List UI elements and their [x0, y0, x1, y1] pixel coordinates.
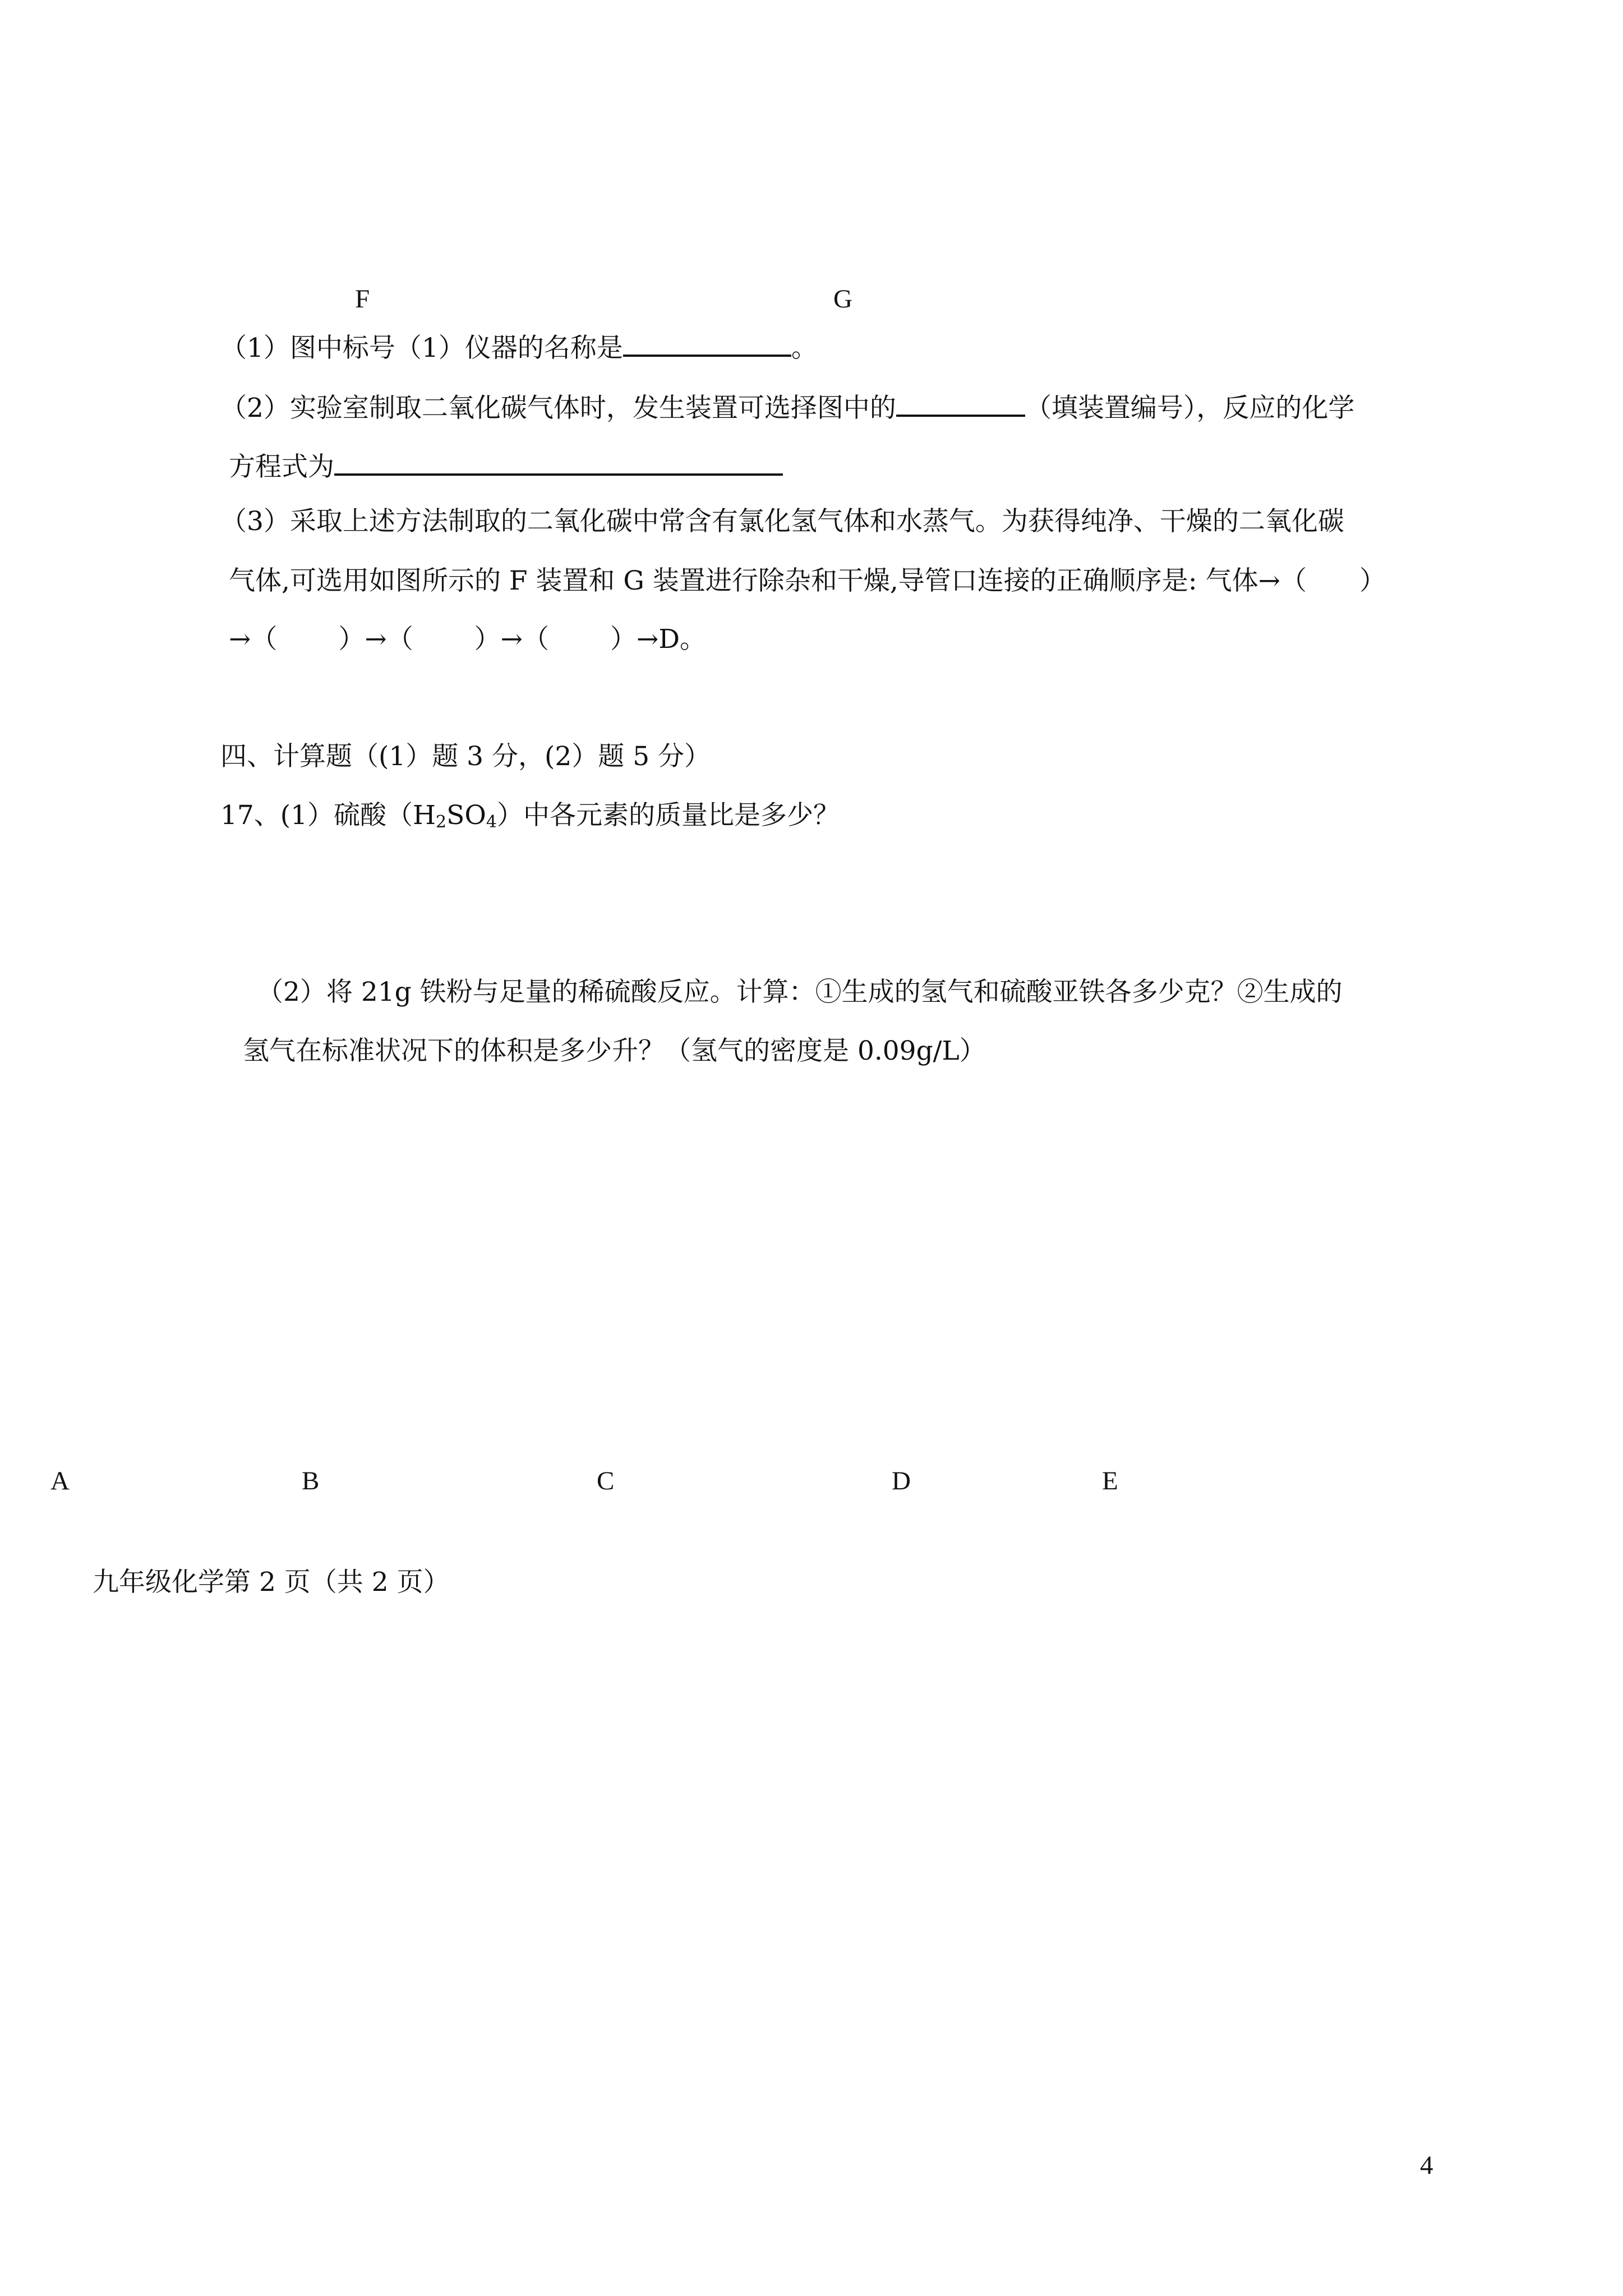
- footer-page-info: 九年级化学第 2 页（共 2 页）: [93, 1567, 450, 1598]
- q16-part2-blank-device: [896, 390, 1025, 417]
- figure-label-a: A: [50, 1466, 70, 1496]
- q17-part2-line1: （2）将 21g 铁粉与足量的稀硫酸反应。计算：①生成的氢气和硫酸亚铁各多少克？②生成的: [257, 977, 1343, 1007]
- figure-label-e: E: [1102, 1466, 1118, 1496]
- figure-label-b: B: [302, 1466, 320, 1496]
- q17-part1-so: SO: [446, 800, 486, 831]
- q16-part1-text: （1）图中标号（1）仪器的名称是: [220, 333, 623, 364]
- q17-part1-post: ）中各元素的质量比是多少？: [496, 800, 840, 831]
- q17-part1-sub-h: 2: [436, 812, 447, 832]
- q16-part2-text-cont: （填装置编号），反应的化学: [1025, 393, 1355, 424]
- figure-label-f: F: [355, 284, 370, 314]
- q16-part2-line1: [220, 390, 1355, 424]
- q17-part2-line2: 氢气在标准状况下的体积是多少升？（氢气的密度是 0.09g/L）: [243, 1036, 986, 1066]
- q16-part2-equation-label: 方程式为: [229, 452, 334, 482]
- q16-part2-text: （2）实验室制取二氧化碳气体时，发生装置可选择图中的: [220, 393, 896, 424]
- figure-label-d: D: [892, 1466, 911, 1496]
- q17-part1-pre: 17、(1）硫酸（H: [220, 800, 436, 831]
- page-number: 4: [1420, 2151, 1433, 2180]
- q16-part1-end: 。: [791, 333, 818, 364]
- section4-title: 四、计算题（(1）题 3 分，(2）题 5 分）: [220, 741, 711, 772]
- q16-part2-line2: [229, 449, 783, 480]
- q16-part3-line2: 气体,可选用如图所示的 F 装置和 G 装置进行除杂和干燥,导管口连接的正确顺序是: 气体→（ ）: [229, 565, 1386, 596]
- q16-part3-line1: （3）采取上述方法制取的二氧化碳中常含有氯化氢气体和水蒸气。为获得纯净、干燥的二氧化碳: [220, 506, 1344, 537]
- q16-part1: [220, 330, 818, 364]
- q17-part1-sub-o: 4: [486, 812, 497, 832]
- figure-label-c: C: [597, 1466, 615, 1496]
- figure-label-g: G: [833, 284, 852, 314]
- q16-part1-blank: [623, 330, 791, 357]
- q16-part2-blank-equation: [334, 449, 783, 476]
- q16-part3-line3: →（ ）→（ ）→（ ）→D。: [229, 624, 707, 655]
- q17-part1: [220, 802, 840, 831]
